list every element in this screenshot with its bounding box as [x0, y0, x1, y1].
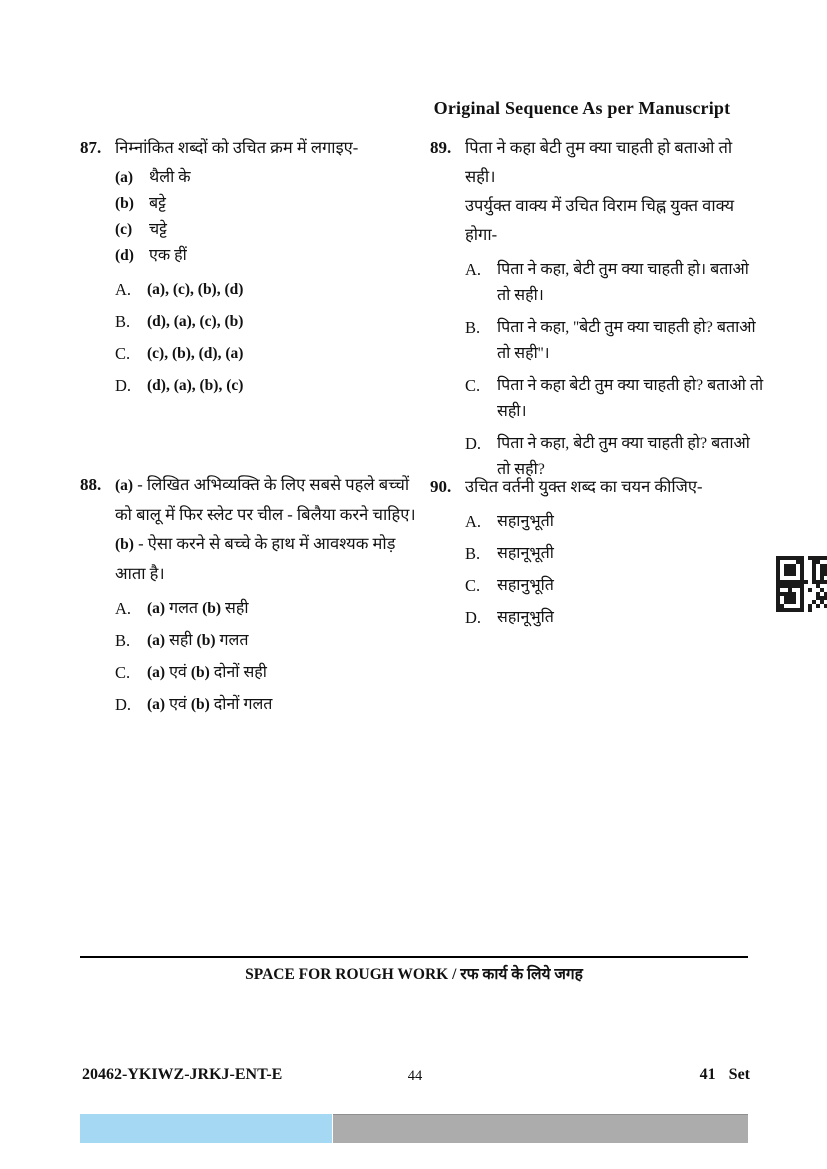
- sub-option-label: (c): [115, 221, 133, 238]
- text-segment: गलत: [215, 632, 249, 649]
- answer-choice: [115, 692, 430, 718]
- bold-marker: (b): [202, 600, 222, 617]
- choice-letter: C.: [465, 576, 481, 595]
- answer-choices: [115, 277, 430, 399]
- set-label: [700, 1066, 750, 1084]
- answer-choice: [115, 341, 430, 367]
- text-segment: सही: [221, 600, 249, 617]
- text-segment: सही: [165, 632, 197, 649]
- bold-marker: (a), (c), (b), (d): [147, 281, 244, 298]
- sub-option-text: थैली के: [149, 169, 191, 186]
- choice-letter: D.: [115, 695, 132, 714]
- answer-choice: [465, 605, 765, 631]
- bold-marker: (b): [115, 536, 134, 553]
- booklet-code: 20462-YKIWZ-JRKJ-ENT-E: [82, 1066, 283, 1083]
- answer-choice: [465, 573, 765, 599]
- text-segment: पिता ने कहा बेटी तुम क्या चाहती हो बताओ तो सही।: [465, 138, 733, 186]
- question-90: [430, 472, 765, 637]
- sub-option: [115, 243, 430, 269]
- choice-letter: C.: [115, 344, 131, 363]
- page-title: Original Sequence As per Manuscript: [433, 98, 731, 118]
- bold-marker: (d), (a), (b), (c): [147, 377, 244, 394]
- rough-work-divider-line: [80, 956, 748, 958]
- question-number: 90.: [430, 477, 452, 496]
- answer-choices: [465, 257, 765, 483]
- question-number: 89.: [430, 138, 452, 157]
- choice-letter: D.: [465, 434, 482, 453]
- choice-text: [147, 692, 272, 718]
- page-footer: [80, 1066, 750, 1088]
- text-segment: एवं: [165, 664, 191, 681]
- question-number: 87.: [80, 138, 102, 157]
- question-text-line: [115, 133, 430, 162]
- sub-option: [115, 217, 430, 243]
- answer-choice: [115, 628, 430, 654]
- choice-text: [497, 541, 554, 567]
- question-body: [115, 133, 430, 405]
- choice-letter: A.: [465, 260, 482, 279]
- choice-text: [147, 660, 267, 686]
- choice-letter: A.: [115, 280, 132, 299]
- question-number: 88.: [80, 475, 102, 494]
- footer-bar-gray: [333, 1114, 748, 1143]
- choice-letter: B.: [115, 312, 131, 331]
- qr-code: [776, 556, 827, 614]
- choice-letter: D.: [465, 608, 482, 627]
- choice-letter: B.: [465, 544, 481, 563]
- bold-marker: (c), (b), (d), (a): [147, 345, 244, 362]
- bold-marker: (d), (a), (c), (b): [147, 313, 244, 330]
- text-segment: सहानूभुति: [497, 609, 554, 626]
- rough-work-label: SPACE FOR ROUGH WORK / रफ कार्य के लिये जगह: [245, 966, 583, 983]
- choice-text: [497, 373, 765, 425]
- choice-text: [497, 509, 554, 535]
- text-segment: सहानूभूती: [497, 545, 554, 562]
- bold-marker: (b): [196, 632, 216, 649]
- set-word: Set: [728, 1066, 750, 1083]
- bold-marker: (a): [147, 664, 166, 681]
- answer-choice: [115, 373, 430, 399]
- choice-letter: A.: [465, 512, 482, 531]
- question-89: [430, 133, 765, 489]
- choice-letter: A.: [115, 599, 132, 618]
- question-text-line: [465, 133, 765, 191]
- text-segment: सहानुभूती: [497, 513, 554, 530]
- choice-text: [147, 277, 243, 303]
- choice-text: [147, 596, 248, 622]
- sub-option: [115, 191, 430, 217]
- sub-option-label: (b): [115, 195, 134, 212]
- bold-marker: (a): [147, 632, 166, 649]
- sub-option-text: एक हीं: [149, 247, 187, 264]
- text-segment: पिता ने कहा बेटी तुम क्या चाहती हो? बताओ तो सही।: [497, 377, 764, 420]
- answer-choice: [115, 596, 430, 622]
- sub-option: [115, 165, 430, 191]
- sub-option-label: (d): [115, 247, 134, 264]
- question-text-line: [115, 529, 430, 588]
- footer-bar-blue: [80, 1114, 332, 1143]
- text-segment: गलत: [165, 600, 203, 617]
- choice-letter: C.: [465, 376, 481, 395]
- answer-choices: [465, 509, 765, 631]
- text-segment: दोनों गलत: [209, 696, 273, 713]
- sub-options: [115, 165, 430, 269]
- text-segment: दोनों सही: [209, 664, 267, 681]
- question-text-line: [465, 191, 765, 249]
- sub-option-text: चट्टे: [149, 221, 167, 238]
- text-segment: एवं: [165, 696, 191, 713]
- choice-text: [147, 373, 243, 399]
- bold-marker: (a): [147, 696, 166, 713]
- answer-choice: [465, 257, 765, 309]
- choice-text: [147, 309, 243, 335]
- answer-choices: [115, 596, 430, 718]
- text-segment: पिता ने कहा, बेटी तुम क्या चाहती हो। बताओ तो सही।: [497, 261, 749, 304]
- text-segment: निम्नांकित शब्दों को उचित क्रम में लगाइए-: [115, 138, 359, 157]
- answer-choice: [115, 309, 430, 335]
- choice-letter: B.: [115, 631, 131, 650]
- sub-option-label: (a): [115, 169, 134, 186]
- choice-text: [497, 573, 554, 599]
- choice-letter: D.: [115, 376, 132, 395]
- question-87: [80, 133, 430, 405]
- answer-choice: [465, 315, 765, 367]
- sub-option-text: बट्टे: [149, 195, 166, 212]
- question-text-line: [465, 472, 765, 501]
- answer-choice: [115, 277, 430, 303]
- text-segment: पिता ने कहा, बेटी तुम क्या चाहती हो? बताओ तो सही?: [497, 435, 750, 478]
- text-segment: उचित वर्तनी युक्त शब्द का चयन कीजिए-: [465, 477, 703, 496]
- choice-letter: B.: [465, 318, 481, 337]
- text-segment: - लिखित अभिव्यक्ति के लिए सबसे पहले बच्चों को बालू में फिर स्लेट पर चील - बिलैया करने चाहिए।: [115, 475, 416, 524]
- choice-text: [147, 628, 248, 654]
- page-number: 44: [407, 1068, 423, 1084]
- bold-marker: (b): [190, 664, 210, 681]
- set-number: 41: [699, 1066, 716, 1083]
- choice-text: [497, 315, 765, 367]
- choice-text: [147, 341, 243, 367]
- answer-choice: [465, 541, 765, 567]
- question-body: [465, 133, 765, 489]
- choice-letter: C.: [115, 663, 131, 682]
- choice-text: [497, 257, 765, 309]
- bold-marker: (a): [115, 477, 134, 494]
- bold-marker: (a): [147, 600, 166, 617]
- answer-choice: [465, 509, 765, 535]
- question-text-line: [115, 470, 430, 529]
- text-segment: सहानुभूति: [497, 577, 554, 594]
- question-body: [115, 470, 430, 724]
- text-segment: पिता ने कहा, ''बेटी तुम क्या चाहती हो? बताओ तो सही''।: [497, 319, 756, 362]
- answer-choice: [465, 373, 765, 425]
- answer-choice: [115, 660, 430, 686]
- question-body: [465, 472, 765, 637]
- choice-text: [497, 605, 554, 631]
- text-segment: - ऐसा करने से बच्चे के हाथ में आवश्यक मोड़ आता है।: [115, 534, 396, 583]
- question-88: [80, 470, 430, 724]
- text-segment: उपर्युक्त वाक्य में उचित विराम चिह्न युक्त वाक्य होगा-: [465, 196, 735, 244]
- bold-marker: (b): [190, 696, 210, 713]
